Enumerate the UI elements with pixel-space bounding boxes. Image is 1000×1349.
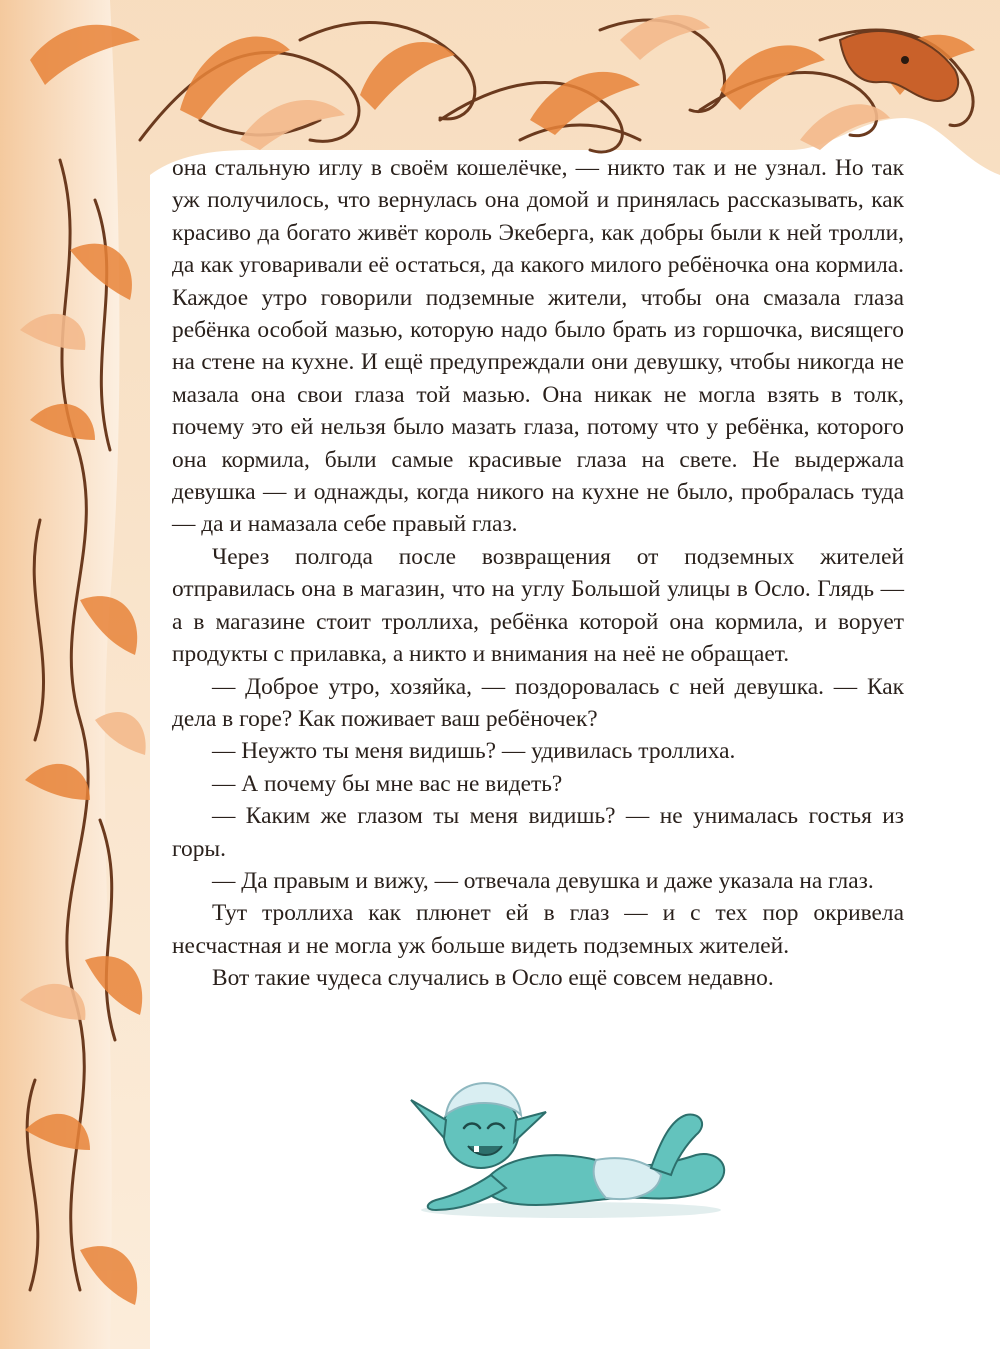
- story-text: [172, 152, 904, 995]
- left-column-shape: [0, 0, 119, 1349]
- troll-ear-right: [514, 1112, 546, 1142]
- story-paragraph: она стальную иглу в своём кошелёчке, — никто так и не узнал. Но так уж получилось, что вернулась она домой и принялась рассказывать, как красиво да богато живёт король Экеберга, как добры были к ней тролли, да как уговаривали её остаться, да какого милого ребёночка она кормила. Каждое утро говорили подземные жители, чтобы она смазала глаза ребёнка особой мазью, которую надо было брать из горшочка, висящего на стене на кухне. И ещё предупреждали они девушку, чтобы никогда не мазала она свои глаза той мазью. Она никак не могла взять в толк, почему это ей нельзя было мазать глаза, потому что у ребёнка, которого она кормила, были самые красивые глаза на свете. Не выдержала девушка — и однажды, когда никого на кухне не было, пробралась туда — да и намазала себе правый глаз.: [172, 155, 904, 538]
- baby-troll-illustration: [396, 1060, 736, 1220]
- dialogue-line: — Доброе утро, хозяйка, — поздоровалась с ней девушка. — Как дела в горе? Как поживает ваш ребёночек?: [172, 673, 904, 732]
- troll-ear-left: [411, 1100, 446, 1138]
- dialogue-line: — А почему бы мне вас не видеть?: [212, 770, 563, 797]
- dialogue-line: — Да правым и вижу, — отвечала девушка и даже указала на глаз.: [212, 867, 874, 894]
- story-closing-line: Вот такие чудеса случались в Осло ещё совсем недавно.: [212, 965, 774, 992]
- story-paragraph: Через полгода после возвращения от подземных жителей отправилась она в магазин, что на углу Большой улицы в Осло. Глядь — а в магазине стоит троллиха, ребёнка которой она кормила, и ворует продукты с прилавка, а никто и внимания на неё не обращает.: [172, 543, 904, 668]
- story-paragraph: Тут троллиха как плюнет ей в глаз — и с тех пор окривела несчастная и не могла уж больше видеть подземных жителей.: [172, 900, 904, 959]
- troll-tooth: [474, 1146, 479, 1152]
- dialogue-line: — Каким же глазом ты меня видишь? — не унималась гостья из горы.: [172, 803, 904, 862]
- dialogue-line: — Неужто ты меня видишь? — удивилась троллиха.: [212, 738, 736, 765]
